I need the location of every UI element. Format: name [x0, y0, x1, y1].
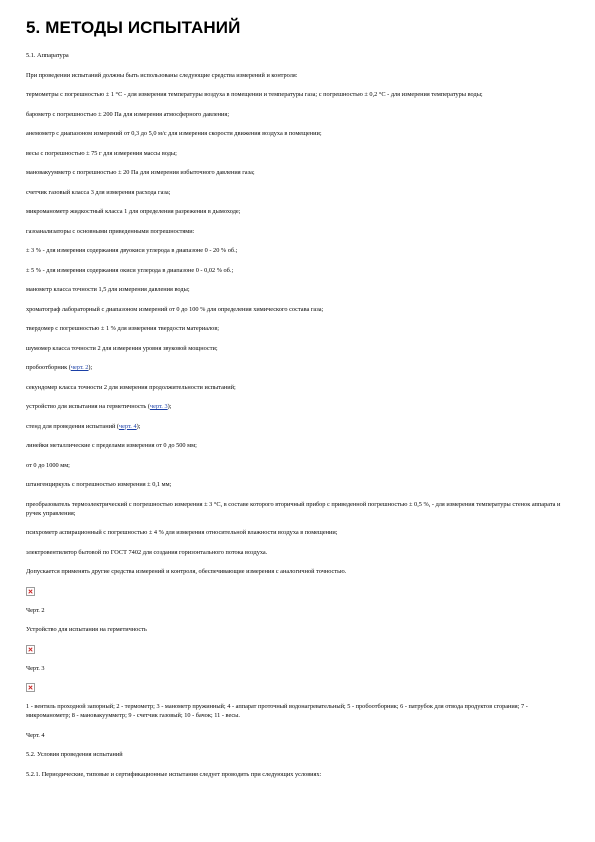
item-co: ± 5 % - для измерения содержания окиси углерода в диапазоне 0 - 0,02 % об.;: [26, 266, 234, 274]
item-test-stand-text: стенд для проведения испытаний (: [26, 422, 119, 430]
section-5-2-heading: 5.2. Условия проведения испытаний: [26, 751, 123, 758]
item-tightness-text: устройство для испытания на герметичность (: [26, 403, 150, 410]
intro-paragraph: При проведении испытаний должны быть использованы следующие средства измерений и контроля:: [26, 71, 298, 79]
broken-image-icon[interactable]: [26, 587, 35, 596]
figure-4-caption: Черт. 4: [26, 731, 45, 739]
item-fan: электровентилятор бытовой по ГОСТ 7402 для создания горизонтального потока воздуха.: [26, 548, 268, 556]
section-5-2-1-paragraph: 5.2.1. Периодические, типовые и сертификационные испытания следует проводить при следующих условиях:: [26, 770, 322, 778]
item-tightness-tail: );: [167, 403, 172, 410]
figure-3-caption: Черт. 3: [26, 664, 45, 672]
item-micromanometer: микроманометр жидкостный класса 1 для определения разрежения в дымоходе;: [26, 208, 241, 215]
page-title: 5. МЕТОДЫ ИСПЫТАНИЙ: [26, 18, 241, 37]
link-fig-2[interactable]: черт. 2: [70, 364, 89, 371]
item-vacuum-meter: мановакуумметр с погрешностью ± 20 Па для измерения избыточного давления газа;: [26, 169, 255, 176]
item-stopwatch: секундомер класса точности 2 для измерения продолжительности испытаний;: [26, 383, 236, 391]
item-tightness-device: [26, 402, 571, 411]
item-sampler-text: пробоотборник (: [26, 364, 71, 371]
item-gas-analyzers: газоанализаторы с основными приведенными погрешностями:: [26, 227, 195, 235]
allowed-note: Допускается применять другие средства измерений и контроля, обеспечивающие измерения с аналогичной точностью.: [26, 568, 347, 575]
broken-image-icon[interactable]: [26, 645, 35, 654]
item-sampler: [26, 363, 571, 372]
item-thermometers: термометры с погрешностью ± 1 °С - для измерения температуры воздуха в помещении и температуры газа; с погрешностью ± 0,2 °С - для измерения температуры воды;: [26, 91, 483, 98]
item-psychrometer: психрометр аспирационный с погрешностью ± 4 % для измерения относительной влажности воздуха в помещении;: [26, 529, 338, 536]
document-page: [26, 18, 571, 789]
item-ruler-500: линейки металлические с пределами измерения от 0 до 500 мм;: [26, 442, 197, 449]
item-noise-meter: шумомер класса точности 2 для измерения уровня звуковой мощности;: [26, 344, 218, 352]
section-5-1-heading: 5.1. Аппаратура: [26, 52, 69, 59]
item-thermoelectric: преобразователь термоэлектрический с погрешностью измерения ± 3 °С, в составе которого вторичный прибор с приведенной погрешностью ± 0,5 %, - для измерения температуры стенок аппарата и ручек управления;: [26, 500, 561, 517]
link-fig-3[interactable]: черт. 3: [149, 403, 168, 410]
figure-4-legend: 1 - вентиль проходной запорный; 2 - термометр; 3 - манометр пружинный; 4 - аппарат проточный водонагревательный; 5 - пробоотборник; 6 - патрубок для отвода продуктов сгорания; 7 - микроманометр; 8 - мановакуумметр; 9 - счетчик газовый; 10 - бачок; 11 - весы.: [26, 703, 528, 719]
item-test-stand: [26, 422, 571, 431]
item-sampler-tail: );: [88, 364, 93, 371]
item-hardness: твердомер с погрешностью ± 1 % для измерения твердости материалов;: [26, 325, 220, 332]
broken-image-icon[interactable]: [26, 683, 35, 692]
item-test-stand-tail: );: [136, 422, 141, 430]
item-barometer: барометр с погрешностью ± 200 Па для измерения атмосферного давления;: [26, 110, 230, 118]
item-gas-meter: счетчик газовый класса 3 для измерения расхода газа;: [26, 188, 171, 196]
item-scales: весы с погрешностью ± 75 г для измерения массы воды;: [26, 149, 177, 157]
link-fig-4[interactable]: черт. 4: [119, 422, 137, 430]
figure-3-title: Устройство для испытания на герметичность: [26, 626, 147, 633]
item-chromatograph: хроматограф лабораторный с диапазоном измерений от 0 до 100 % для определения химического состава газа;: [26, 305, 324, 313]
item-pressure-gauge: манометр класса точности 1,5 для измерения давления воды;: [26, 286, 190, 293]
item-caliper: штангенциркуль с погрешностью измерения ± 0,1 мм;: [26, 481, 172, 488]
item-anemometer: анемометр с диапазоном измерений от 0,3 до 5,0 м/с для измерения скорости движения воздуха в помещении;: [26, 130, 322, 137]
figure-2-caption: Черт. 2: [26, 606, 45, 614]
item-ruler-1000: от 0 до 1000 мм;: [26, 461, 70, 469]
item-co2: ± 3 % - для измерения содержания двуокиси углерода в диапазоне 0 - 20 % об.;: [26, 247, 238, 254]
